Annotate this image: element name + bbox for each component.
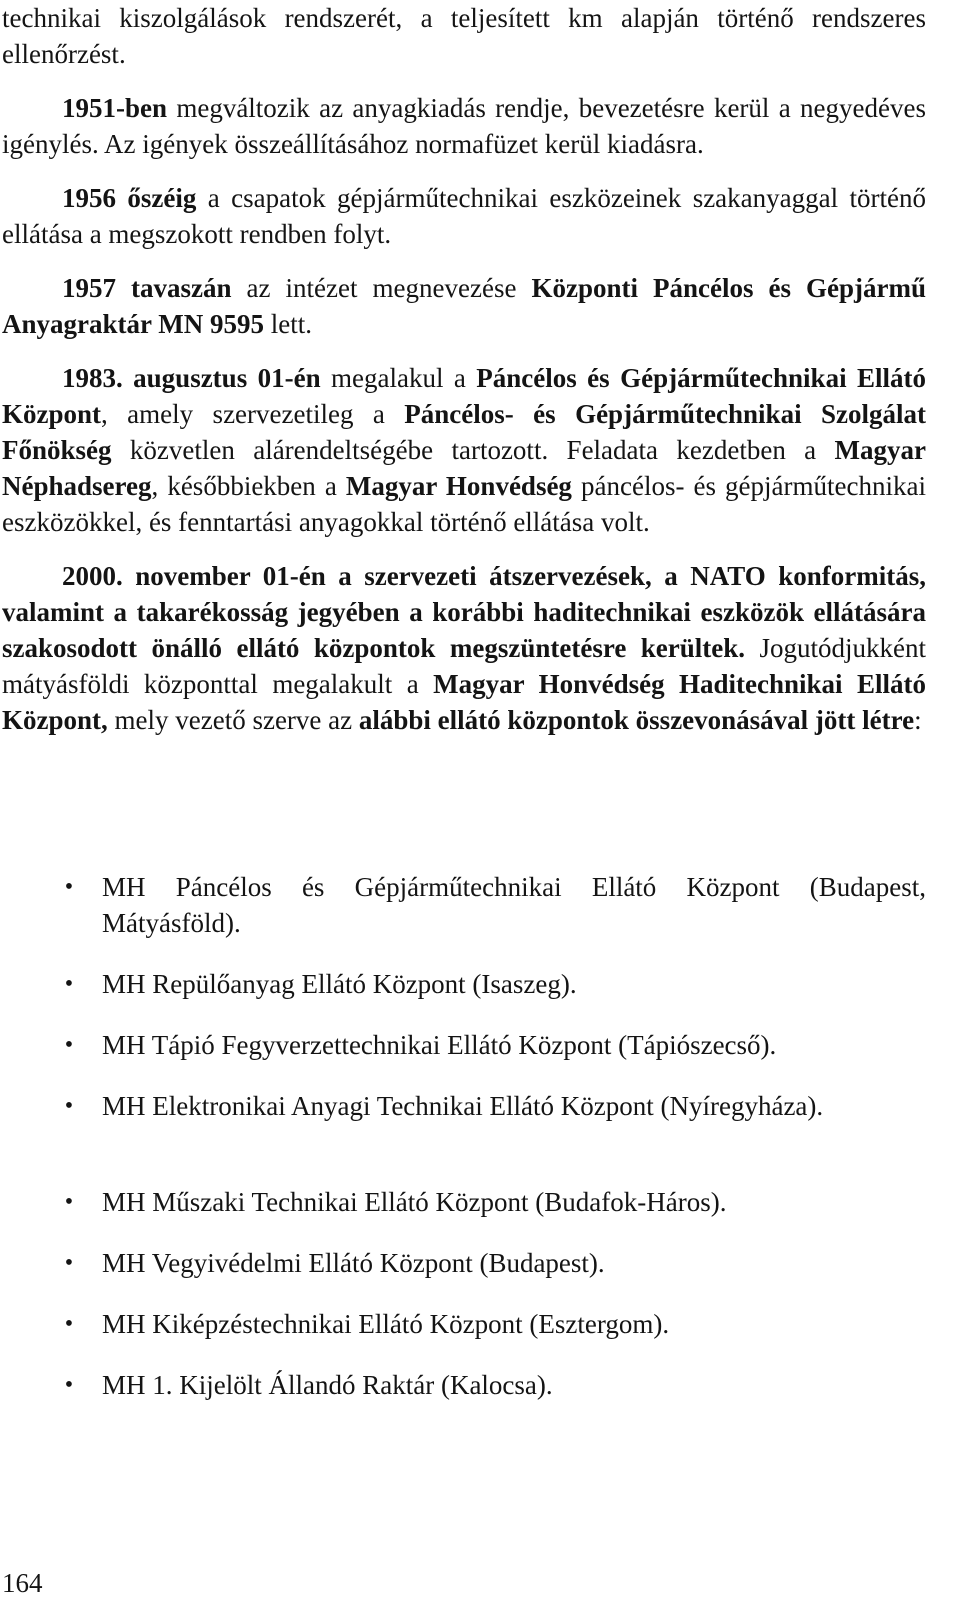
year-label: 1951-ben [62, 93, 168, 123]
paragraph-1956 [2, 180, 926, 252]
list-item [64, 869, 926, 941]
paragraph-text: mely vezető szerve az [107, 705, 359, 735]
paragraph-text: , későbbiekben a [151, 471, 346, 501]
list-item [64, 1088, 926, 1124]
paragraph-text: az intézet megnevezése [231, 273, 532, 303]
bold-term: Magyar Honvédség [345, 471, 572, 501]
paragraph-text: lett. [263, 309, 312, 339]
page-number: 164 [2, 1568, 43, 1598]
paragraph-text: , amely szervezetileg a [101, 399, 405, 429]
bullet-icon: • [64, 971, 74, 997]
list-item-text: MH 1. Kijelölt Állandó Raktár (Kalocsa). [102, 1370, 553, 1400]
list-item [64, 1027, 926, 1063]
paragraph-text: páncélos- és gépjárműtechnikai eszközökkel, és fenntartási anyagokkal történő ellátása volt. [2, 471, 926, 537]
list-item-text: MH Vegyivédelmi Ellátó Központ (Budapest). [102, 1248, 605, 1278]
paragraph-2000 [2, 558, 926, 738]
paragraph-text: : [914, 705, 922, 735]
list-item-text: MH Kiképzéstechnikai Ellátó Központ (Esztergom). [102, 1309, 670, 1339]
paragraph-text: a csapatok gépjárműtechnikai eszközeinek szakanyaggal történő ellátása a megszokott rendben folyt. [2, 183, 926, 249]
paragraph-text: technikai kiszolgálások rendszerét, a teljesített km alapján történő rendszeres ellenőrzést. [2, 3, 926, 69]
bold-term: Páncélos és Gépjárműtechnikai Ellátó Központ [2, 363, 926, 429]
list-item [64, 966, 926, 1002]
paragraph-1983 [2, 360, 926, 540]
paragraph-text: közvetlen alárendeltségébe tartozott. Feladata kezdetben a [111, 435, 835, 465]
bold-term: 2000. november 01-én a szervezeti átszervezések, a NATO konformitás, valamint a takarékosság jegyében a korábbi haditechnikai eszközök ellátására szakosodott önálló ellátó központok megszüntetésre kerültek. [2, 561, 926, 663]
year-label: 1957 tavaszán [62, 273, 232, 303]
paragraph-text: megváltozik az anyagkiadás rendje, bevezetésre kerül a negyedéves igénylés. Az igények összeállításához normafüzet kerül kiadásra. [2, 93, 926, 159]
bullet-icon: • [64, 1311, 74, 1337]
paragraph-1957 [2, 270, 926, 342]
list-item [64, 1306, 926, 1342]
list-item [64, 1184, 926, 1220]
bold-term: Magyar Honvédség Haditechnikai Ellátó Központ, [2, 669, 926, 735]
bold-term: Páncélos- és Gépjárműtechnikai Szolgálat Főnökség [2, 399, 926, 465]
bullet-icon: • [64, 1189, 74, 1215]
list-item-text: MH Műszaki Technikai Ellátó Központ (Budafok-Háros). [102, 1187, 727, 1217]
bold-term: alábbi ellátó központok összevonásával jött létre [358, 705, 915, 735]
paragraph-text: Jogutódjukként mátyásföldi központtal megalakult a [2, 633, 927, 699]
bullet-icon: • [64, 874, 74, 900]
paragraph-0 [2, 0, 926, 72]
bullet-icon: • [64, 1093, 74, 1119]
bullet-icon: • [64, 1032, 74, 1058]
list-item-text: MH Páncélos és Gépjárműtechnikai Ellátó Központ (Budapest, Mátyásföld). [102, 872, 926, 938]
bullet-icon: • [64, 1372, 74, 1398]
list-item [64, 1367, 926, 1403]
list-item-text: MH Tápió Fegyverzettechnikai Ellátó Központ (Tápiószecső). [102, 1030, 777, 1060]
year-label: 1956 őszéig [62, 183, 197, 213]
list-item-text: MH Repülőanyag Ellátó Központ (Isaszeg). [102, 969, 577, 999]
paragraph-text: megalakul a [320, 363, 477, 393]
body-text [2, 0, 926, 738]
bullet-icon: • [64, 1250, 74, 1276]
list-item [64, 1245, 926, 1281]
year-label: 1983. augusztus 01-én [62, 363, 321, 393]
bold-term: Magyar Néphadsereg [2, 435, 926, 501]
institution-name: Központi Páncélos és Gépjármű Anyagraktár MN 9595 [2, 273, 926, 339]
list-item-text: MH Elektronikai Anyagi Technikai Ellátó Központ (Nyíregyháza). [102, 1091, 824, 1121]
paragraph-1951 [2, 90, 926, 162]
